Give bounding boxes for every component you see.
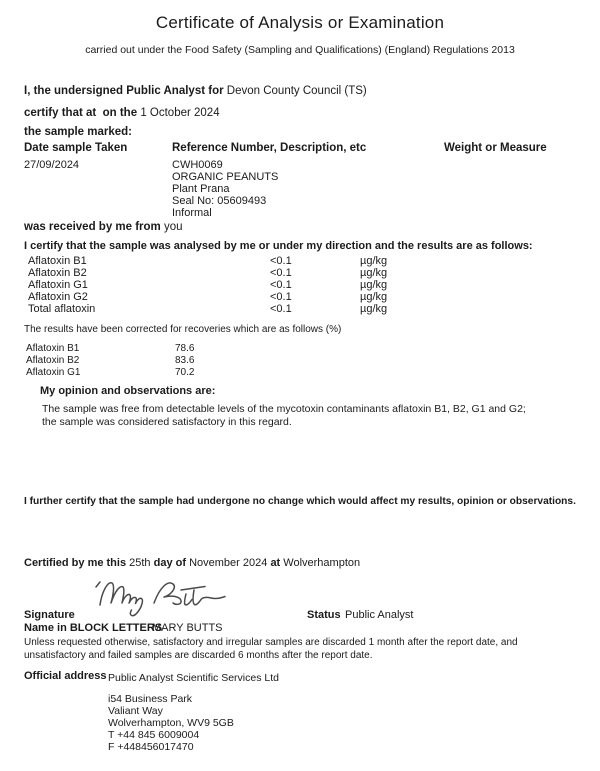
column-header-reference: Reference Number, Description, etc xyxy=(172,142,367,154)
address-line-fax: F +448456017470 xyxy=(108,741,194,753)
column-header-date: Date sample Taken xyxy=(24,142,128,154)
recovery-value: 83.6 xyxy=(175,355,195,366)
certified-date-value: November 2024 xyxy=(189,557,268,569)
sample-seal-number: Seal No: 05609493 xyxy=(172,195,267,207)
address-line-city: Wolverhampton, WV9 5GB xyxy=(108,717,234,729)
sample-description: ORGANIC PEANUTS xyxy=(172,171,279,183)
sample-marked-label: the sample marked: xyxy=(24,126,133,138)
received-label: was received by me from xyxy=(24,221,161,233)
recovery-value: 70.2 xyxy=(175,367,195,378)
certify-date-statement xyxy=(24,107,220,119)
status-value: Public Analyst xyxy=(345,609,414,621)
opinion-line: the sample was considered satisfactory in this regard. xyxy=(42,415,292,428)
result-analyte: Aflatoxin B2 xyxy=(28,267,87,279)
opinion-text xyxy=(42,403,526,428)
block-letters-value: MARY BUTTS xyxy=(152,622,223,634)
retention-disclaimer-line: unsatisfactory and failed samples are discarded 6 months after the report date. xyxy=(24,650,373,661)
column-header-weight: Weight or Measure xyxy=(444,142,547,154)
sample-table-header-row xyxy=(0,142,600,155)
analyst-statement-label: I, the undersigned Public Analyst for xyxy=(24,85,224,97)
sample-brand: Plant Prana xyxy=(172,183,230,195)
certified-by-statement xyxy=(24,557,360,569)
result-analyte: Aflatoxin G2 xyxy=(28,291,88,303)
received-statement xyxy=(24,221,183,233)
received-value: you xyxy=(164,221,183,233)
recovery-analyte: Aflatoxin B1 xyxy=(26,343,80,354)
result-value: <0.1 xyxy=(270,303,292,315)
results-heading: I certify that the sample was analysed by me or under my direction and the results are as follows: xyxy=(24,240,533,252)
name-row xyxy=(0,622,600,635)
retention-disclaimer-line: Unless requested otherwise, satisfactory and irregular samples are discarded 1 month after the report date, and xyxy=(24,637,518,648)
day-of-label: day of xyxy=(153,557,187,569)
result-analyte: Total aflatoxin xyxy=(28,303,96,315)
official-address-label: Official address xyxy=(24,670,107,682)
result-unit: µg/kg xyxy=(360,303,388,315)
result-value: <0.1 xyxy=(270,255,292,267)
at-label: at xyxy=(270,557,281,569)
result-unit: µg/kg xyxy=(360,255,388,267)
sample-formality: Informal xyxy=(172,207,212,219)
certified-place-value: Wolverhampton xyxy=(283,557,361,569)
address-line-park: i54 Business Park xyxy=(108,693,193,705)
analyst-authority-value: Devon County Council (TS) xyxy=(226,85,367,97)
signature-label: Signature xyxy=(24,609,75,621)
certified-day-value: 25th xyxy=(129,557,151,569)
result-analyte: Aflatoxin B1 xyxy=(28,255,87,267)
result-unit: µg/kg xyxy=(360,291,388,303)
document-title: Certificate of Analysis or Examination xyxy=(155,13,445,32)
sample-description-block xyxy=(172,159,278,219)
official-address-company: Public Analyst Scientific Services Ltd xyxy=(108,672,279,684)
result-unit: µg/kg xyxy=(360,267,388,279)
analyst-statement xyxy=(24,85,367,97)
recovery-analyte: Aflatoxin B2 xyxy=(26,355,80,366)
opinion-heading: My opinion and observations are: xyxy=(40,385,216,397)
recovery-row xyxy=(0,367,600,380)
result-row xyxy=(0,303,600,316)
retention-disclaimer xyxy=(24,636,518,662)
address-line-street: Valiant Way xyxy=(108,705,163,717)
sample-date-value: 27/09/2024 xyxy=(24,159,80,171)
certified-by-label: Certified by me this xyxy=(24,557,127,569)
result-analyte: Aflatoxin G1 xyxy=(28,279,88,291)
block-letters-label: Name in BLOCK LETTERS xyxy=(24,622,163,634)
further-certify-statement: I further certify that the sample had undergone no change which would affect my results, opinion or observations. xyxy=(24,496,576,507)
certify-date-label: certify that at on the xyxy=(24,107,138,119)
status-label: Status xyxy=(307,609,341,621)
certify-date-value: 1 October 2024 xyxy=(140,107,220,119)
result-value: <0.1 xyxy=(270,267,292,279)
result-value: <0.1 xyxy=(270,291,292,303)
recovery-value: 78.6 xyxy=(175,343,195,354)
document-subtitle: carried out under the Food Safety (Sampling and Qualifications) (England) Regulations 2013 xyxy=(85,44,515,56)
official-address-block xyxy=(108,693,234,753)
result-value: <0.1 xyxy=(270,279,292,291)
recovery-analyte: Aflatoxin G1 xyxy=(26,367,81,378)
opinion-line: The sample was free from detectable levels of the mycotoxin contaminants aflatoxin B1, B2, G1 and G2; xyxy=(42,403,526,415)
address-line-phone: T +44 845 6009004 xyxy=(108,729,200,741)
signature-status-row xyxy=(0,609,600,622)
result-unit: µg/kg xyxy=(360,279,388,291)
recoveries-note: The results have been corrected for recoveries which are as follows (%) xyxy=(24,324,342,335)
sample-reference-number: CWH0069 xyxy=(172,159,223,171)
